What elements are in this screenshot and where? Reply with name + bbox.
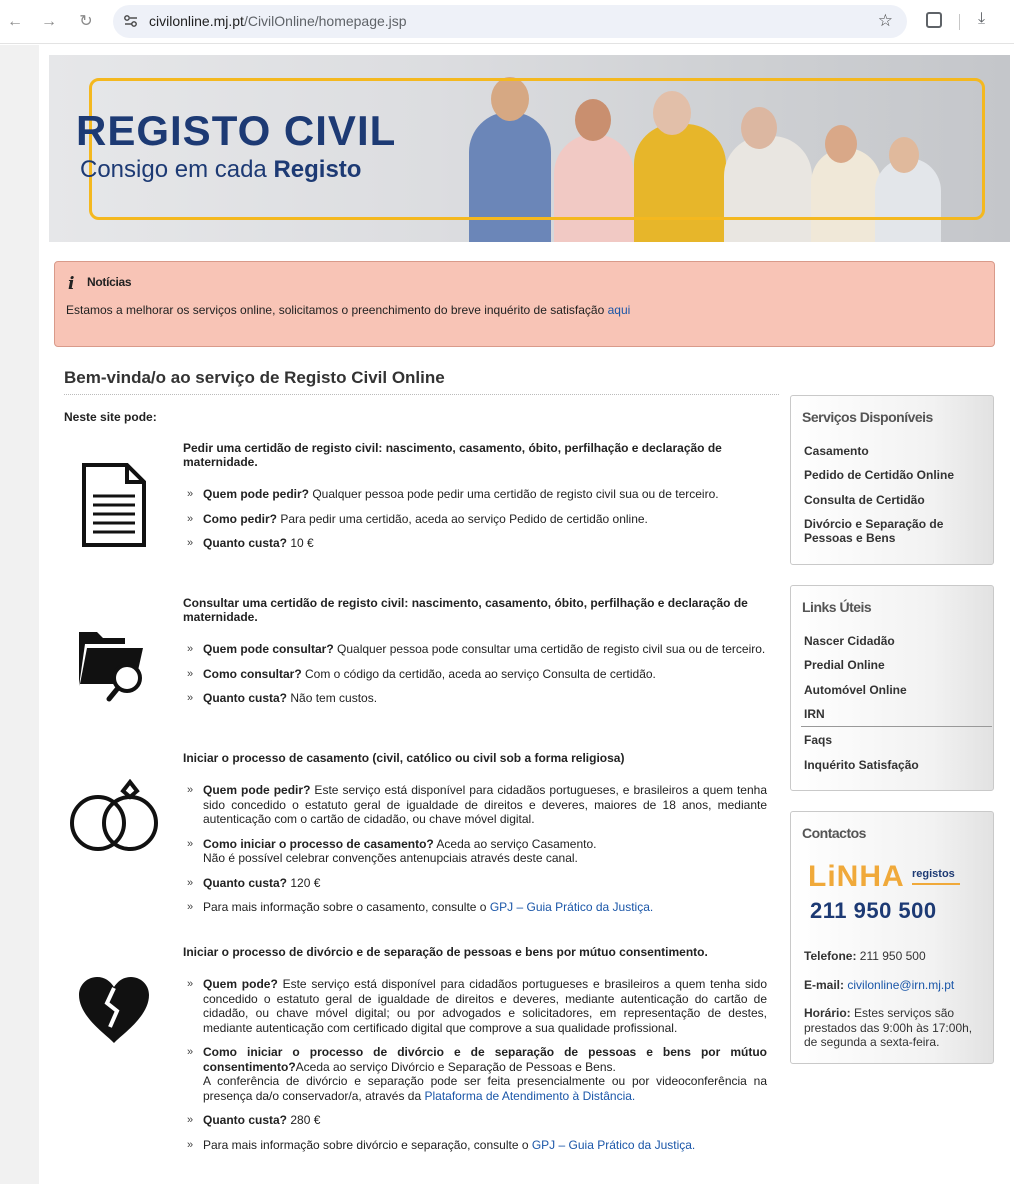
item-label: Quem pode pedir? — [203, 487, 310, 501]
sidebar-divider — [801, 726, 992, 727]
document-icon — [64, 462, 164, 553]
service-certificate-consult — [183, 596, 767, 716]
sidebar-links-title: Links Úteis — [802, 599, 872, 615]
contact-hours — [804, 1006, 984, 1050]
item-text: 120 € — [287, 875, 321, 890]
url-host: civilonline.mj.pt — [149, 13, 244, 29]
banner-subtitle-prefix: Consigo em cada — [80, 156, 274, 183]
contact-phone-value: 211 950 500 — [856, 949, 926, 963]
list-item — [183, 876, 767, 891]
sidebar-link-irn[interactable]: IRN — [804, 707, 825, 721]
list-item — [183, 900, 767, 915]
service-title: Iniciar o processo de divórcio e de separação de pessoas e bens por mútuo consentimento. — [183, 945, 708, 959]
service-title: Consultar uma certidão de registo civil: nascimento, casamento, óbito, perfilhação e declaração de maternidade. — [183, 596, 748, 624]
service-certificate-request — [183, 441, 767, 561]
download-icon[interactable]: ⤓ — [978, 10, 986, 27]
service-title: Iniciar o processo de casamento (civil, católico ou civil sob a forma religiosa) — [183, 751, 625, 765]
folder-search-icon — [64, 628, 164, 707]
contact-phone-label: Telefone: — [804, 949, 857, 963]
item-label: Como iniciar o processo de divórcio e de separação de pessoas e bens por mútuo consentimento? — [203, 1045, 767, 1074]
item-label: Quanto custa? — [203, 691, 288, 705]
news-text — [66, 303, 630, 317]
service-title: Pedir uma certidão de registo civil: nascimento, casamento, óbito, perfilhação e declaração de maternidade. — [183, 441, 722, 469]
contact-email — [804, 978, 954, 993]
intro-text: Neste site pode: — [64, 410, 157, 424]
gpj-link[interactable]: GPJ – Guia Prático da Justiça. — [531, 1137, 696, 1152]
contact-hours-label: Horário: — [804, 1006, 851, 1020]
item-text: Qualquer pessoa pode pedir uma certidão de registo civil sua ou de terceiro. — [309, 487, 719, 501]
item-text: 10 € — [287, 536, 314, 550]
list-item — [183, 837, 767, 866]
banner-subtitle-bold: Registo — [273, 156, 362, 183]
item-label: Como consultar? — [203, 666, 302, 681]
back-arrow-icon[interactable]: ← — [7, 13, 23, 30]
item-text: Para mais informação sobre o casamento, consulte o — [203, 900, 490, 914]
contact-hours-value: Estes serviços são prestados das 9:00h às 17:00h, de segunda a sexta-feira. — [804, 1006, 973, 1049]
list-item — [183, 536, 767, 551]
banner-title: REGISTO CIVIL — [76, 107, 397, 154]
item-label: Quem pode? — [203, 977, 278, 991]
item-text: Com o código da certidão, aceda ao serviço Consulta de certidão. — [301, 666, 656, 681]
list-item — [183, 783, 767, 827]
sidebar-item-consulta-certidao[interactable]: Consulta de Certidão — [804, 493, 925, 507]
sidebar-link-predial-online[interactable]: Predial Online — [804, 658, 885, 672]
item-label: Quem pode consultar? — [203, 642, 334, 656]
item-text: Aceda ao serviço Divórcio e Separação de Pessoas e Bens. — [295, 1059, 616, 1074]
sidebar-contacts-title: Contactos — [802, 825, 866, 841]
sidebar-services-box — [790, 395, 994, 565]
bookmark-star-icon[interactable]: ☆ — [877, 11, 893, 30]
page-title: Bem-vinda/o ao serviço de Registo Civil Online — [64, 368, 445, 387]
rings-icon — [64, 779, 164, 858]
item-text: Não é possível celebrar convenções antenupciais através deste canal. — [203, 851, 578, 865]
extensions-icon[interactable] — [926, 12, 942, 28]
item-text: Aceda ao serviço Casamento. — [433, 836, 597, 851]
sidebar-contacts-box — [790, 811, 994, 1064]
list-item — [183, 1045, 767, 1103]
forward-arrow-icon[interactable]: → — [41, 13, 57, 30]
list-item — [183, 691, 767, 706]
item-text: Este serviço está disponível para cidadãos portugueses, e brasileiros a quem tenha sido concedido o estatuto geral de igualdade de direitos e deveres, maiores de 18 anos, mediante autenticação com o cartão de cidadão, ou chave móvel digital. — [203, 783, 767, 826]
list-item — [183, 1113, 767, 1128]
url-text — [149, 13, 407, 29]
item-text: Qualquer pessoa pode consultar uma certidão de registo civil sua ou de terceiro. — [333, 642, 766, 656]
site-settings-icon[interactable] — [123, 13, 139, 29]
sidebar-services-title: Serviços Disponíveis — [802, 409, 933, 425]
item-text: Não tem custos. — [287, 691, 378, 705]
sidebar-item-casamento[interactable]: Casamento — [804, 444, 869, 458]
contact-email-label: E-mail: — [804, 978, 845, 992]
item-label: Quanto custa? — [203, 875, 288, 890]
sidebar-link-automovel-online[interactable]: Automóvel Online — [804, 683, 907, 697]
news-box — [54, 261, 995, 347]
service-divorce — [183, 945, 767, 1162]
item-label: Quanto custa? — [203, 1113, 288, 1127]
linha-registos: registos — [912, 868, 955, 880]
linha-number: 211 950 500 — [810, 898, 937, 923]
list-item — [183, 487, 767, 502]
broken-heart-icon — [64, 975, 164, 1050]
survey-link[interactable]: aqui — [607, 303, 631, 317]
gpj-link[interactable]: GPJ – Guia Prático da Justiça. — [489, 900, 654, 914]
item-text: Para pedir uma certidão, aceda ao serviço Pedido de certidão online. — [277, 511, 648, 526]
item-label: Quem pode pedir? — [203, 783, 311, 797]
hero-banner — [49, 55, 1010, 242]
sidebar-link-nascer-cidadao[interactable]: Nascer Cidadão — [804, 634, 895, 648]
sidebar-link-inquerito[interactable]: Inquérito Satisfação — [804, 758, 919, 772]
list-item — [183, 977, 767, 1035]
linha-word: LiNHA — [808, 860, 905, 893]
title-divider — [64, 394, 779, 395]
contact-email-link[interactable]: civilonline@irn.mj.pt — [847, 978, 955, 992]
list-item — [183, 1138, 767, 1153]
service-marriage — [183, 751, 767, 925]
linha-underline — [912, 883, 960, 885]
list-item — [183, 667, 767, 682]
sidebar-item-divorcio[interactable]: Divórcio e Separação de Pessoas e Bens — [804, 517, 944, 545]
item-label: Como pedir? — [203, 511, 277, 526]
remote-platform-link[interactable]: Plataforma de Atendimento à Distância. — [424, 1088, 636, 1103]
banner-subtitle — [80, 156, 361, 184]
browser-toolbar — [0, 0, 1014, 44]
sidebar-links-box — [790, 585, 994, 791]
item-text: A conferência de divórcio e separação pode ser feita presencialmente ou por videoconferência na presença da/o conservador/a, através da — [203, 1074, 767, 1103]
linha-registos-logo — [808, 860, 963, 924]
item-text: Este serviço está disponível para cidadãos portugueses e brasileiros a quem tenha sido concedido o estatuto geral de igualdade de direitos e deveres, mediante autenticação do cartão de cidadão, ou chave móvel digital; ou por advogados e solicitadores, em representação de destes, mediante autenticação com certificado digital que comprove a sua qualidade profissional. — [203, 977, 767, 1035]
sidebar-link-faqs[interactable]: Faqs — [804, 733, 833, 747]
toolbar-divider — [959, 14, 960, 30]
page-gutter — [0, 45, 39, 1184]
news-title: Notícias — [87, 275, 132, 289]
info-icon: i — [68, 274, 75, 294]
contact-phone — [804, 949, 926, 964]
news-message: Estamos a melhorar os serviços online, solicitamos o preenchimento do breve inquérito de satisfação — [66, 303, 608, 317]
reload-icon[interactable]: ↻ — [79, 13, 93, 30]
url-path: /CivilOnline/homepage.jsp — [243, 13, 407, 29]
item-label: Como iniciar o processo de casamento? — [203, 836, 434, 851]
list-item — [183, 512, 767, 527]
item-text: 280 € — [287, 1113, 321, 1127]
item-text: Para mais informação sobre divórcio e separação, consulte o — [203, 1137, 532, 1152]
item-label: Quanto custa? — [203, 536, 288, 550]
sidebar-item-pedido-certidao[interactable]: Pedido de Certidão Online — [804, 468, 955, 482]
address-bar[interactable] — [113, 5, 907, 38]
list-item — [183, 642, 767, 657]
